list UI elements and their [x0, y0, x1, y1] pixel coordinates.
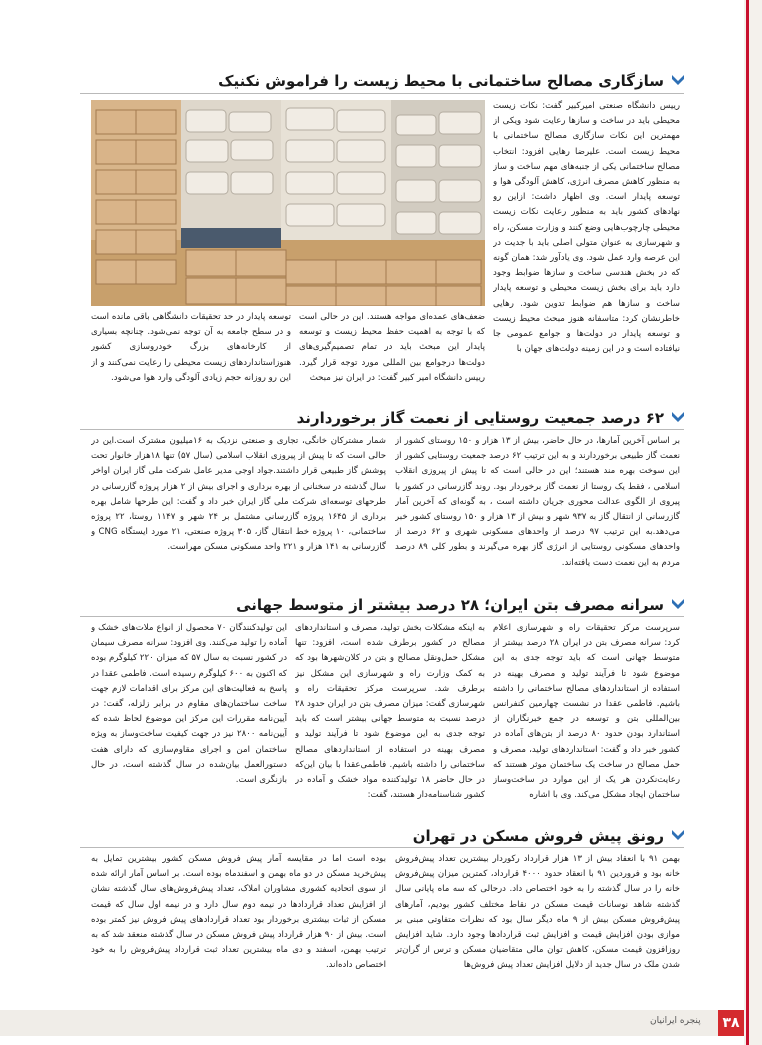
section-1-column-2: ضعف‌های عمده‌ای مواجه هستند. این در حالی است که با توجه به اهمیت حفظ محیط زیست و توسعه پایدار این مبحث باید در تمام تصمیم‌گیری‌های دولت‌ها درجوامع بین المللی مورد توجه قرار گیرد. رییس دانشگاه امیر کبیر گفت: در ایران نیز مبحث	[299, 312, 485, 383]
section-divider	[80, 93, 684, 94]
section-1-column-1: رییس دانشگاه صنعتی امیرکبیر گفت: نکات زیست محیطی باید در ساخت و سازها رعایت شود ویکی از مهمترین این نکات سازگاری مصالح ساختمانی با محیط زیست است. علیرضا رهایی افزود: انتخاب مصالح ساختمانی یکی از جنبه‌های مهم ساخت و ساز به منظور کاهش مصرف انرژی، کاهش آلودگی هوا و توسعه پایدار است. وی اظهار داشت: ازاین رو نهادهای کشور باید به منظور رعایت نکات زیست محیطی چارچوب‌هایی وضع کنند و وزارت مسکن، راه و شهرسازی به عنوان متولی اصلی باید با جدیت در این عرصه وارد عمل شود. وی یادآور شد: همان گونه که در بخش هندسی ساخت و سازها ضوابط وجود دارد باید برای بخش زیست محیطی و توسعه پایدار ساخت و سازها هم ضوابط تدوین شود. رهایی خاطرنشان کرد: متاسفانه هنوز مبحث محیط زیست و توسعه پایدار در دولت‌ها و جوامع عمومی جا نیافتاده است و در این زمینه دولت‌های جهان با	[493, 101, 680, 355]
section-divider	[80, 847, 684, 848]
section-2-column-2: شمار مشترکان خانگی، تجاری و صنعتی نزدیک به ۱۶میلیون مشترک است.این در حالی است که تا پیش از پیروزی انقلاب اسلامی (سال ۵۷) تنها ۱۸هزار خانوار تحت پوشش گاز طبیعی قرار داشتند.جواد اوجی مدیر عامل شرکت ملی گاز ایران اواخر سال گذشته در سخنانی از بهره برداری و اجرای بیش از ۲ هزار پروژه گازرسانی در طرحهای توسعه‌ای شرکت ملی گاز ایران خبر داد و گفت: این طرحها شامل بهره برداری از ۱۶۴۵ پروژه گازرسانی مشتمل بر ۲۴ شهر و ۱۱۴۷ روستا، ۲۲ پروژه ساختمانی، ۱۰ پروژه خط انتقال گاز، ۳۰۵ پروژه صنعتی، ۲۱ مورد ایستگاه CNG و گازرسانی به ۱۴۱ هزار و ۲۲۱ واحد مسکونی مسکن مهراست.	[91, 436, 386, 553]
section-3-column-1: سرپرست مرکز تحقیقات راه و شهرسازی اعلام کرد: سرانه مصرف بتن در ایران ۲۸ درصد بیشتر از متوسط جهانی است که باید توجه جدی به این موضوع شود تا فرآیند تولید و مصرف بهینه در استفاده از استانداردهای مصالح ساختمانی را داشته باشیم. فاطمی عقدا در نشست چهارمین کنفرانس بین‌المللی بتن و توسعه در جمع خبرنگاران از استاندارد بودن حدود ۸۰ درصد از بتن‌های آماده در کشور خبر داد و گفت: استانداردهای تولید، مصرف و حمل مصالح در ساخت یک ساختمان موثر هستند که رعایت‌نکردن هر یک از این موارد در ساخت‌وساز ساختمان ایجاد مشکل می‌کند. وی با اشاره	[493, 623, 680, 801]
section-4-column-2: بوده است اما در مقایسه آمار پیش فروش مسکن کشور بیشترین تمایل به پیش‌خرید مسکن در دو ماه بهمن و اسفندماه بوده است. بر اساس آمار ارائه شده از سوی اتحادیه کشوری مشاوران املاک، تعداد پیش‌فروش‌های سال گذشته نشان از افزایش تعداد قراردادها در نیمه دوم سال دارد و در نیمه اول سال که قیمت مسکن از ثبات بیشتری برخوردار بود تعداد قراردادهای پیش فروش نیز کمتر بوده است. بیش از ۹۰ هزار قرارداد پیش فروش مسکن در سال گذشته منعقد شد که به ترتیب بهمن، اسفند و دی ماه بیشترین تعداد ثبت قرارداد پیش‌فروش را به خود اختصاص داده‌اند.	[91, 854, 386, 971]
section-2-title: ۶۲ درصد جمعیت روستایی از نعمت گاز برخوردارند	[297, 408, 686, 428]
page-number: ۳۸	[718, 1010, 744, 1036]
section-4-column-1: بهمن ۹۱ با انعقاد بیش از ۱۳ هزار قرارداد رکوردار بیشترین تعداد پیش‌فروش خانه بود و فروردین ۹۱ با انعقاد حدود ۴۰۰۰ قرارداد، کمترین میزان پیش‌فروش خانه را در سال گذشته را به خود اختصاص داد. درحالی که سه ماه پایانی سال گذشته شاهد نوسانات قیمت مسکن در نقاط مختلف کشور بودیم، آمارهای پیش‌فروش مسکن بیش از ۹ ماه دیگر سال بود که نظرات متفاوتی مبنی بر موازی بودن افزایش قیمت و افزایش ثبت قراردادها وجود دارد. شاید افزایش روزافزون قیمت مسکن، کاهش توان مالی متقاضیان مسکن و ترس از گران‌تر شدن ملک در سال جدید از دلایل افزایش تعداد پیش فروش‌ها	[395, 854, 680, 971]
chevron-down-icon	[670, 596, 686, 612]
section-2-column-1: بر اساس آخرین آمارها، در حال حاضر، بیش از ۱۳ هزار و ۱۵۰ روستای کشور از نعمت گاز طبیعی برخوردارند و به این ترتیب ۶۲ درصد جمعیت روستایی کشور از این سوخت بهره مند هستند؛ این در حالی است که تا پیش از پیروزی انقلاب اسلامی ، فقط یک روستا از نعمت گاز برخوردار بود. روند گازرسانی در کشور با پیروی از الگوی عدالت محوری جریان داشته است ، به گونه‌ای که آخرین آمار گازرسانی از انتقال گاز به ۹۳۷ شهر و بیش از ۱۳ هزار و ۱۵۰ روستای کشور خبر می‌دهد.به این ترتیب ۹۷ درصد از واحدهای مسکونی شهری و ۶۲ درصد از واحدهای مسکونی روستایی از انرژی گاز بهره می‌گیرند و بطور کلی ۸۹ درصد مردم به این نعمت دست یافته‌اند.	[395, 436, 680, 568]
section-divider	[80, 616, 684, 617]
chevron-down-icon	[670, 827, 686, 843]
page-footer	[0, 1008, 762, 1045]
section-4-title: رونق پیش فروش مسکن در تهران	[413, 826, 686, 846]
section-1-column-3: توسعه پایدار در حد تحقیقات دانشگاهی باقی مانده است و در سطح جامعه به آن توجه نمی‌شود. چنانچه بسیاری از کارخانه‌های بزرگ خودروسازی کشور هنوزاستانداردهای زیست محیطی را رعایت نمی‌کنند و از این رو روزانه حجم زیادی آلودگی وارد هوا می‌شود.	[91, 312, 291, 383]
section-divider	[80, 429, 684, 430]
chevron-down-icon	[670, 409, 686, 425]
chevron-down-icon	[670, 72, 686, 88]
page-side-strip	[744, 0, 762, 1045]
section-3-column-3: این تولیدکنندگان ۷۰ محصول از انواع ملات‌های خشک و آماده را تولید می‌کنند. وی افزود: سرانه مصرف سیمان در کشور نسبت به سال ۵۷ که میزان ۲۲۰ کیلوگرم بوده که اکنون به ۶۰۰ کیلوگرم رسیده است. فاطمی عقدا در پاسخ به فعالیت‌های این مرکز برای اقدامات لازم جهت ساخت ساختمان‌های مقاوم در برابر زلزله، گفت: در آیین‌نامه مقررات این مرکز این موضوع لحاظ شده که آیین‌نامه ۲۸۰۰ نیز در جهت کیفیت ساخت‌وساز به ویژه ساختمان امن و اجرای مقاوم‌سازی که دارای هفت دستورالعمل بیان‌شده در سال گذشته است، در حال بازنگری است.	[91, 623, 287, 786]
magazine-name: پنجره ایرانیان	[650, 1016, 701, 1026]
section-3-title: سرانه مصرف بتن ایران؛ ۲۸ درصد بیشتر از متوسط جهانی	[236, 595, 686, 615]
section-3-column-2: به اینکه مشکلات بخش تولید، مصرف و استانداردهای مصالح در کشور برطرف شده است، افزود: تنها مشکل حمل‌ونقل مصالح و بتن در کلان‌شهرها بود که به کمک وزارت راه و شهرسازی این مشکل نیز برطرف شد. سرپرست مرکز تحقیقات راه و شهرسازی گفت: میزان مصرف بتن در ایران حدود ۲۸ درصد نسبت به متوسط جهانی بیشتر است که باید توجه جدی به این موضوع شود تا فرآیند تولید و مصرف بهینه در استفاده از استانداردهای مصالح ساختمانی را داشته باشیم. فاطمی‌عقدا با بیان این‌که در حال حاضر ۱۸ تولیدکننده مواد خشک و آماده در کشور شناسنامه‌دار هستند، گفت:	[295, 623, 485, 801]
section-1-title: سازگاری مصالح ساختمانی با محیط زیست را فراموش نکنیک	[218, 71, 686, 91]
building-materials-photo	[91, 100, 485, 306]
